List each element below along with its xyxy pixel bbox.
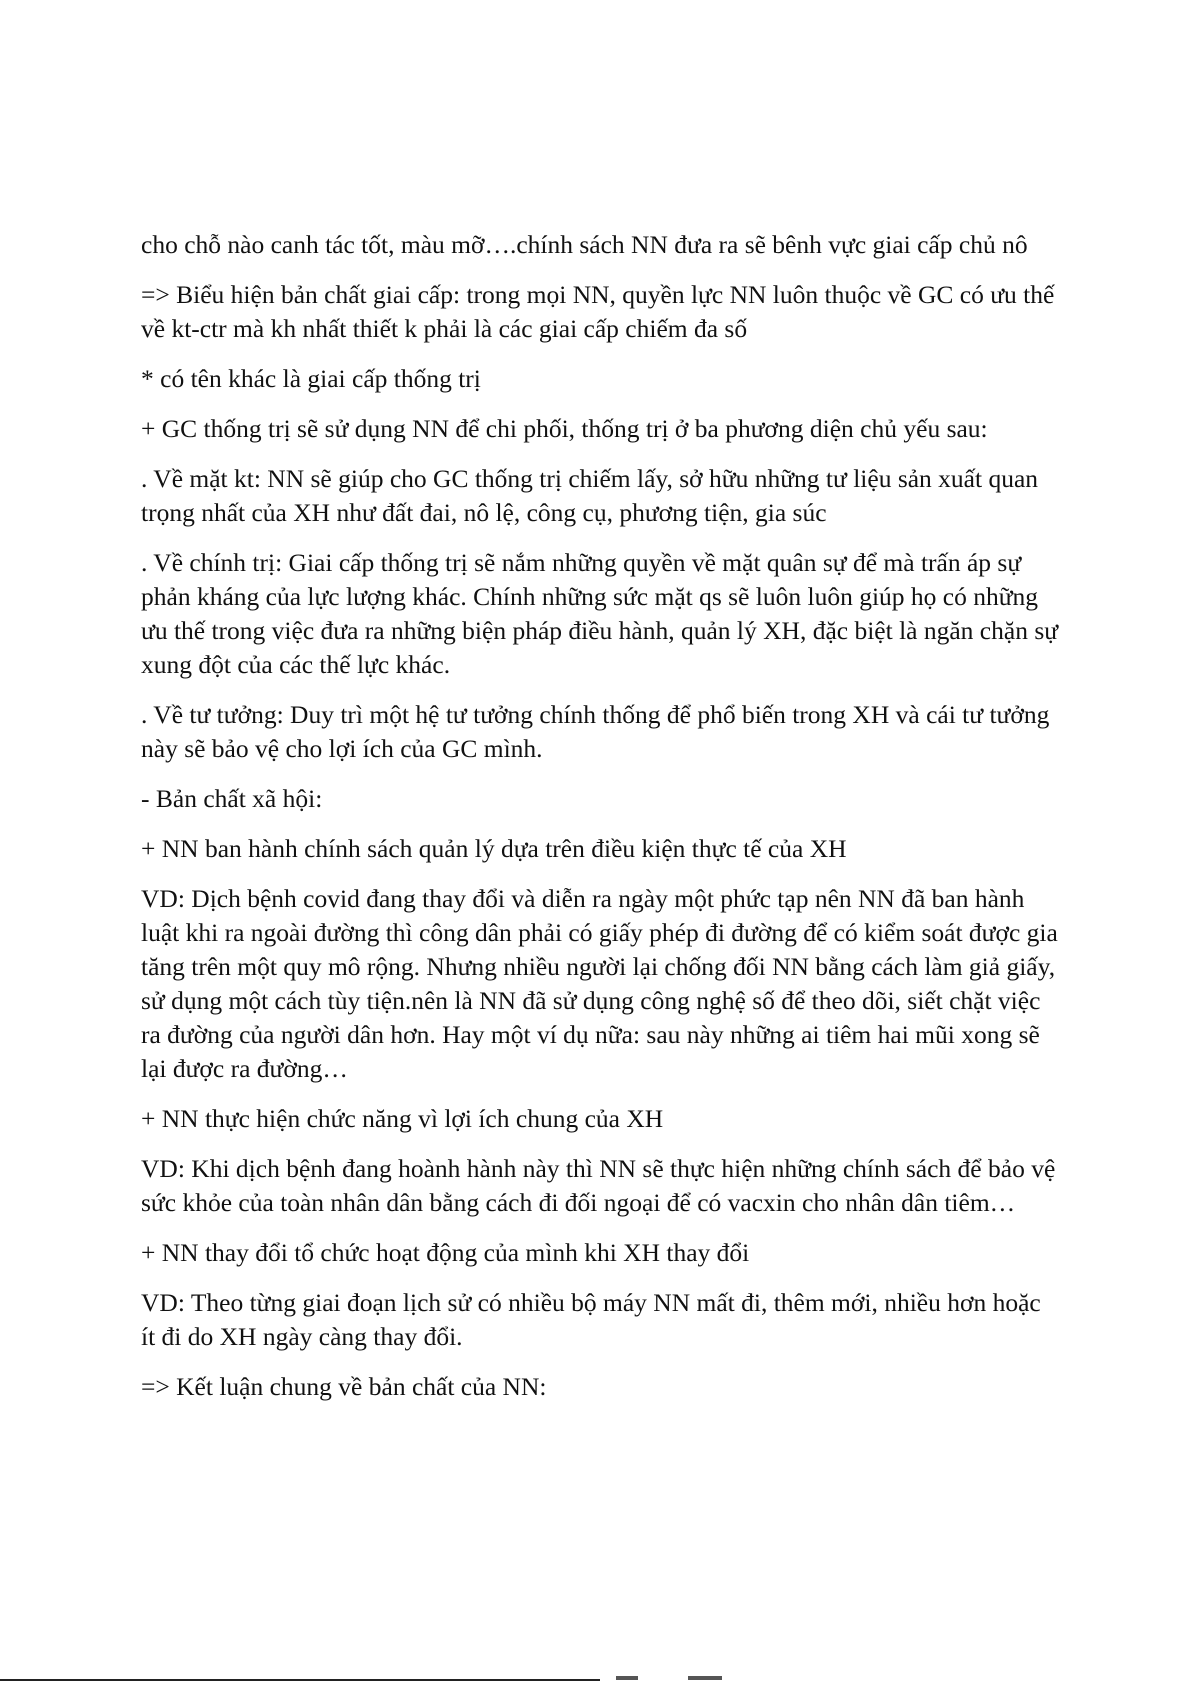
paragraph-ideological-aspect: . Về tư tưởng: Duy trì một hệ tư tưởng chính thống để phổ biến trong XH và cái tư tưởng này sẽ bảo vệ cho lợi ích của GC mình. xyxy=(141,700,1050,763)
paragraph-general-conclusion: => Kết luận chung về bản chất của NN: xyxy=(141,1372,547,1401)
paragraph-economic-aspect: . Về mặt kt: NN sẽ giúp cho GC thống trị chiếm lấy, sở hữu những tư liệu sản xuất quan trọng nhất của XH như đất đai, nô lệ, công cụ, phương tiện, gia súc xyxy=(141,464,1039,527)
paragraph-three-aspects: + GC thống trị sẽ sử dụng NN để chi phối, thống trị ở ba phương diện chủ yếu sau: xyxy=(141,414,988,443)
paragraph-history-example: VD: Theo từng giai đoạn lịch sử có nhiều bộ máy NN mất đi, thêm mới, nhiều hơn hoặc ít đi do XH ngày càng thay đổi. xyxy=(141,1288,1041,1351)
footer-mark xyxy=(616,1676,638,1680)
paragraph-common-interest: + NN thực hiện chức năng vì lợi ích chung của XH xyxy=(141,1104,664,1133)
paragraph-covid-example: VD: Dịch bệnh covid đang thay đổi và diễn ra ngày một phức tạp nên NN đã ban hành luật khi ra ngoài đường thì công dân phải có giấy phép đi đường để có kiểm soát được gia tăng trên một quy mô rộng. Nhưng nhiều người lại chống đối NN bằng cách làm giả giấy, sử dụng một cách tùy tiện.nên là NN đã sử dụng công nghệ số để theo dõi, siết chặt việc ra đường của người dân hơn. Hay một ví dụ nữa: sau này những ai tiêm hai mũi xong sẽ lại được ra đường… xyxy=(141,884,1058,1083)
paragraph-social-nature-heading: - Bản chất xã hội: xyxy=(141,784,323,813)
paragraph-political-aspect: . Về chính trị: Giai cấp thống trị sẽ nắm những quyền về mặt quân sự để mà trấn áp sự phản kháng của lực lượng khác. Chính những sức mặt qs sẽ luôn luôn giúp họ có những ưu thế trong việc đưa ra những biện pháp điều hành, quản lý XH, đặc biệt là ngăn chặn sự xung đột của các thế lực khác. xyxy=(141,548,1059,679)
paragraph-organization-change: + NN thay đổi tổ chức hoạt động của mình khi XH thay đổi xyxy=(141,1238,750,1267)
footer-rule xyxy=(0,1679,600,1681)
paragraph-policy-conditions: + NN ban hành chính sách quản lý dựa trên điều kiện thực tế của XH xyxy=(141,834,847,863)
paragraph-vaccine-example: VD: Khi dịch bệnh đang hoành hành này thì NN sẽ thực hiện những chính sách để bảo vệ sức khỏe của toàn nhân dân bằng cách đi đối ngoại để có vacxin cho nhân dân tiêm… xyxy=(141,1154,1056,1217)
document-body xyxy=(141,228,1061,1420)
paragraph-ruling-class-note: * có tên khác là giai cấp thống trị xyxy=(141,364,481,393)
paragraph-class-nature-conclusion: => Biểu hiện bản chất giai cấp: trong mọi NN, quyền lực NN luôn thuộc về GC có ưu thế về kt-ctr mà kh nhất thiết k phải là các giai cấp chiếm đa số xyxy=(141,280,1055,343)
footer-mark xyxy=(688,1676,722,1680)
paragraph-class-policy: cho chỗ nào canh tác tốt, màu mỡ….chính sách NN đưa ra sẽ bênh vực giai cấp chủ nô xyxy=(141,230,1028,259)
